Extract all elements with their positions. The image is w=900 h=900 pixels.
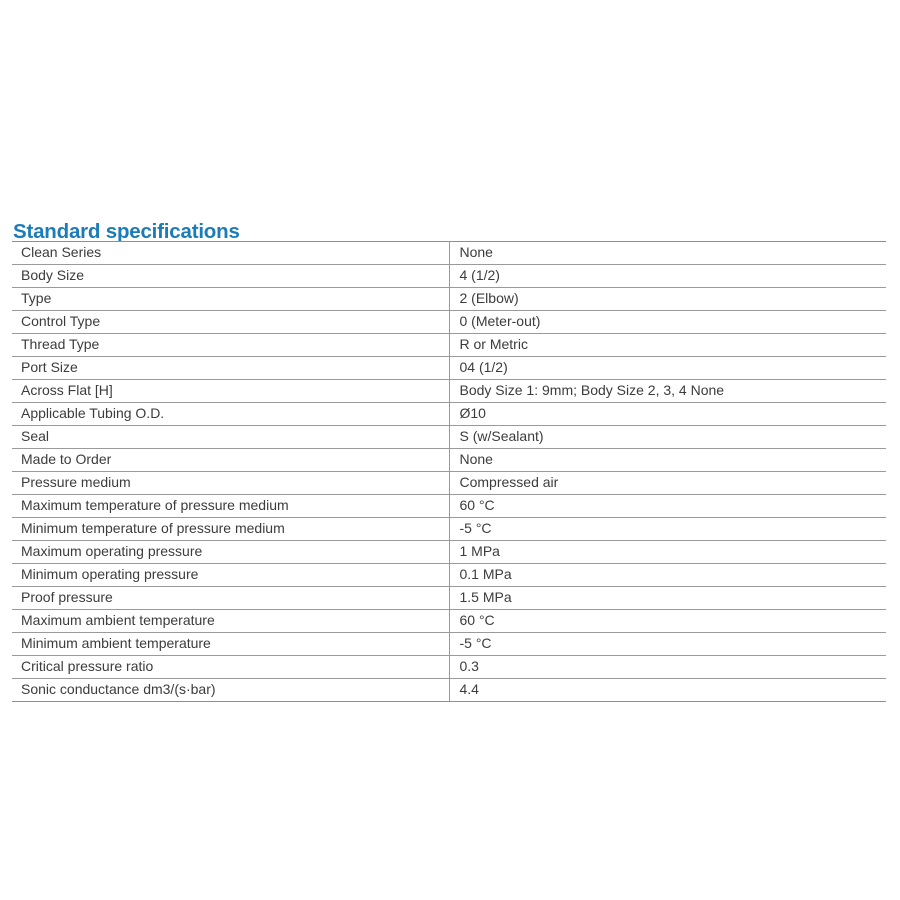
spec-value-cell: None [449, 449, 886, 472]
spec-label-cell: Body Size [12, 265, 449, 288]
spec-value-cell: 2 (Elbow) [449, 288, 886, 311]
spec-value-cell: 60 °C [449, 495, 886, 518]
spec-label-cell: Control Type [12, 311, 449, 334]
table-row [12, 679, 886, 702]
table-row [12, 564, 886, 587]
spec-label-cell: Proof pressure [12, 587, 449, 610]
spec-value-cell: 0.1 MPa [449, 564, 886, 587]
spec-value-cell: Body Size 1: 9mm; Body Size 2, 3, 4 None [449, 380, 886, 403]
spec-value-cell: Compressed air [449, 472, 886, 495]
spec-label-cell: Applicable Tubing O.D. [12, 403, 449, 426]
spec-label-cell: Made to Order [12, 449, 449, 472]
spec-value-cell: 1 MPa [449, 541, 886, 564]
table-row [12, 265, 886, 288]
table-row [12, 357, 886, 380]
spec-label-cell: Seal [12, 426, 449, 449]
spec-label-cell: Port Size [12, 357, 449, 380]
spec-label-cell: Type [12, 288, 449, 311]
table-row [12, 426, 886, 449]
spec-label-cell: Sonic conductance dm3/(s·bar) [12, 679, 449, 702]
spec-value-cell: 0 (Meter-out) [449, 311, 886, 334]
spec-label-cell: Critical pressure ratio [12, 656, 449, 679]
spec-value-cell: 60 °C [449, 610, 886, 633]
table-row [12, 334, 886, 357]
spec-label-cell: Thread Type [12, 334, 449, 357]
table-row [12, 403, 886, 426]
page-title: Standard specifications [13, 220, 240, 243]
table-row [12, 242, 886, 265]
table-row [12, 541, 886, 564]
spec-value-cell: 0.3 [449, 656, 886, 679]
spec-value-cell: None [449, 242, 886, 265]
spec-value-cell: R or Metric [449, 334, 886, 357]
spec-label-cell: Across Flat [H] [12, 380, 449, 403]
table-row [12, 587, 886, 610]
spec-value-cell: -5 °C [449, 633, 886, 656]
spec-value-cell: S (w/Sealant) [449, 426, 886, 449]
spec-value-cell: -5 °C [449, 518, 886, 541]
table-row [12, 610, 886, 633]
table-row [12, 518, 886, 541]
spec-label-cell: Minimum ambient temperature [12, 633, 449, 656]
specifications-table-body [12, 242, 886, 702]
table-row [12, 472, 886, 495]
spec-label-cell: Clean Series [12, 242, 449, 265]
spec-value-cell: 04 (1/2) [449, 357, 886, 380]
table-row [12, 633, 886, 656]
spec-value-cell: 1.5 MPa [449, 587, 886, 610]
spec-label-cell: Pressure medium [12, 472, 449, 495]
spec-label-cell: Minimum operating pressure [12, 564, 449, 587]
table-row [12, 288, 886, 311]
spec-label-cell: Maximum temperature of pressure medium [12, 495, 449, 518]
table-row [12, 380, 886, 403]
table-row [12, 495, 886, 518]
spec-value-cell: 4.4 [449, 679, 886, 702]
spec-value-cell: Ø10 [449, 403, 886, 426]
table-row [12, 449, 886, 472]
table-row [12, 311, 886, 334]
spec-label-cell: Minimum temperature of pressure medium [12, 518, 449, 541]
spec-label-cell: Maximum ambient temperature [12, 610, 449, 633]
standard-specifications-table [12, 241, 886, 702]
table-row [12, 656, 886, 679]
spec-value-cell: 4 (1/2) [449, 265, 886, 288]
spec-label-cell: Maximum operating pressure [12, 541, 449, 564]
